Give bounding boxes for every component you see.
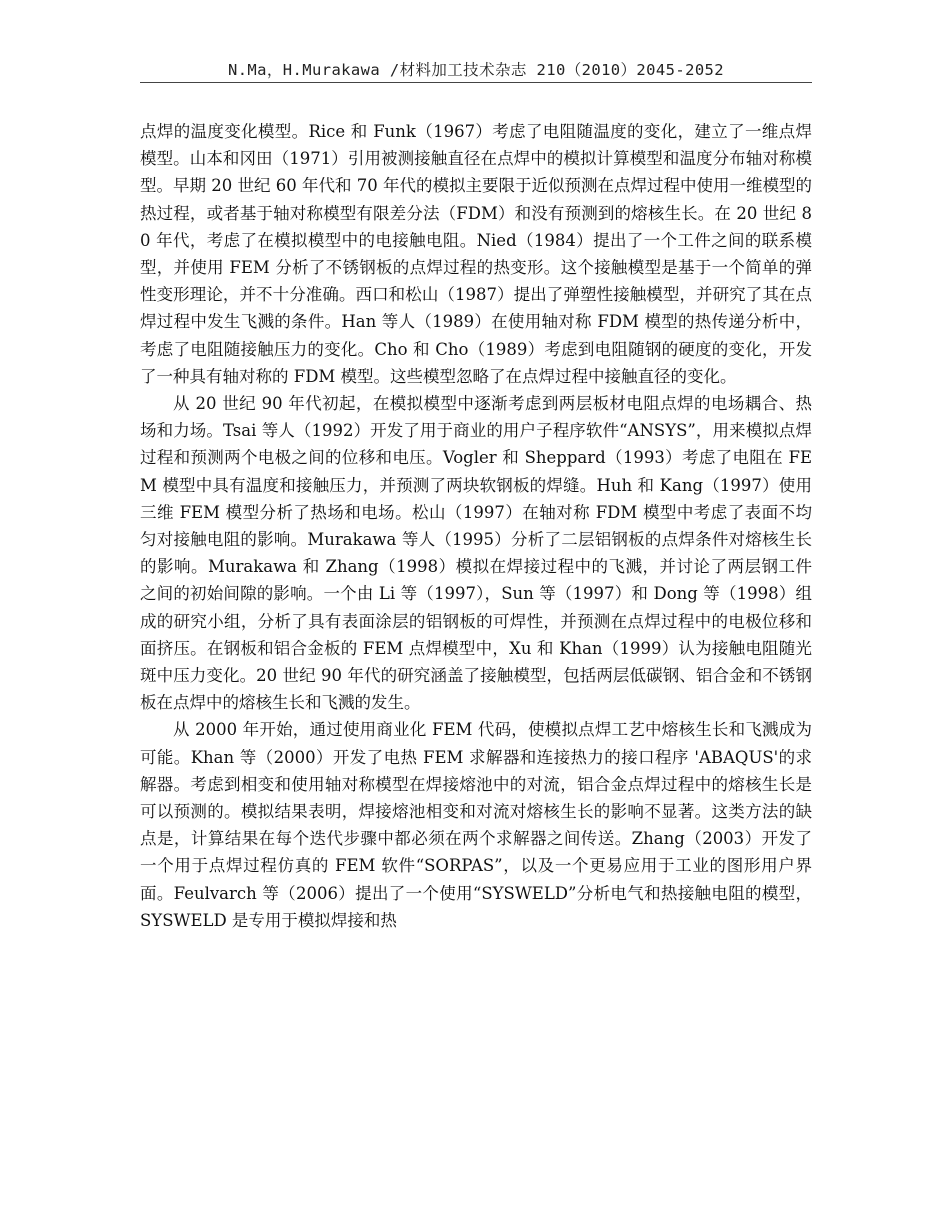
body-text xyxy=(140,118,812,934)
running-header: N.Ma，H.Murakawa /材料加工技术杂志 210（2010）2045-2052 xyxy=(227,61,725,79)
paragraph-3: 从 2000 年开始，通过使用商业化 FEM 代码，使模拟点焊工艺中熔核生长和飞溅成为可能。Khan 等（2000）开发了电热 FEM 求解器和连接热力的接口程序 'ABAQUS'的求解器。考虑到相变和使用轴对称模型在焊接熔池中的对流，铝合金点焊过程中的熔核生长是可以预测的。模拟结果表明，焊接熔池相变和对流对熔核生长的影响不显著。这类方法的缺点是，计算结果在每个迭代步骤中都必须在两个求解器之间传送。Zhang（2003）开发了一个用于点焊过程仿真的 FEM 软件“SORPAS”，以及一个更易应用于工业的图形用户界面。Feulvarch 等（2006）提出了一个使用“SYSWELD”分析电气和热接触电阻的模型，SYSWELD 是专用于模拟焊接和热 xyxy=(140,720,812,930)
paragraph-1: 点焊的温度变化模型。Rice 和 Funk（1967）考虑了电阻随温度的变化，建立了一维点焊模型。山本和冈田（1971）引用被测接触直径在点焊中的模拟计算模型和温度分布轴对称模型。早期 20 世纪 60 年代和 70 年代的模拟主要限于近似预测在点焊过程中使用一维模型的热过程，或者基于轴对称模型有限差分法（FDM）和没有预测到的熔核生长。在 20 世纪 80 年代，考虑了在模拟模型中的电接触电阻。Nied（1984）提出了一个工件之间的联系模型，并使用 FEM 分析了不锈钢板的点焊过程的热变形。这个接触模型是基于一个简单的弹性变形理论，并不十分准确。西口和松山（1987）提出了弹塑性接触模型，并研究了其在点焊过程中发生飞溅的条件。Han 等人（1989）在使用轴对称 FDM 模型的热传递分析中，考虑了电阻随接触压力的变化。Cho 和 Cho（1989）考虑到电阻随钢的硬度的变化，开发了一种具有轴对称的 FDM 模型。这些模型忽略了在点焊过程中接触直径的变化。 xyxy=(140,122,812,386)
header-rule xyxy=(140,82,812,83)
paragraph-2: 从 20 世纪 90 年代初起，在模拟模型中逐渐考虑到两层板材电阻点焊的电场耦合、热场和力场。Tsai 等人（1992）开发了用于商业的用户子程序软件“ANSYS”，用来模拟点焊过程和预测两个电极之间的位移和电压。Vogler 和 Sheppard（1993）考虑了电阻在 FEM 模型中具有温度和接触压力，并预测了两块软钢板的焊缝。Huh 和 Kang（1997）使用三维 FEM 模型分析了热场和电场。松山（1997）在轴对称 FDM 模型中考虑了表面不均匀对接触电阻的影响。Murakawa 等人（1995）分析了二层铝钢板的点焊条件对熔核生长的影响。Murakawa 和 Zhang（1998）模拟在焊接过程中的飞溅，并讨论了两层钢工件之间的初始间隙的影响。一个由 Li 等（1997），Sun 等（1997）和 Dong 等（1998）组成的研究小组，分析了具有表面涂层的铝钢板的可焊性，并预测在点焊过程中的电极位移和面挤压。在钢板和铝合金板的 FEM 点焊模型中，Xu 和 Khan（1999）认为接触电阻随光斑中压力变化。20 世纪 90 年代的研究涵盖了接触模型，包括两层低碳钢、铝合金和不锈钢板在点焊中的熔核生长和飞溅的发生。 xyxy=(140,394,812,713)
